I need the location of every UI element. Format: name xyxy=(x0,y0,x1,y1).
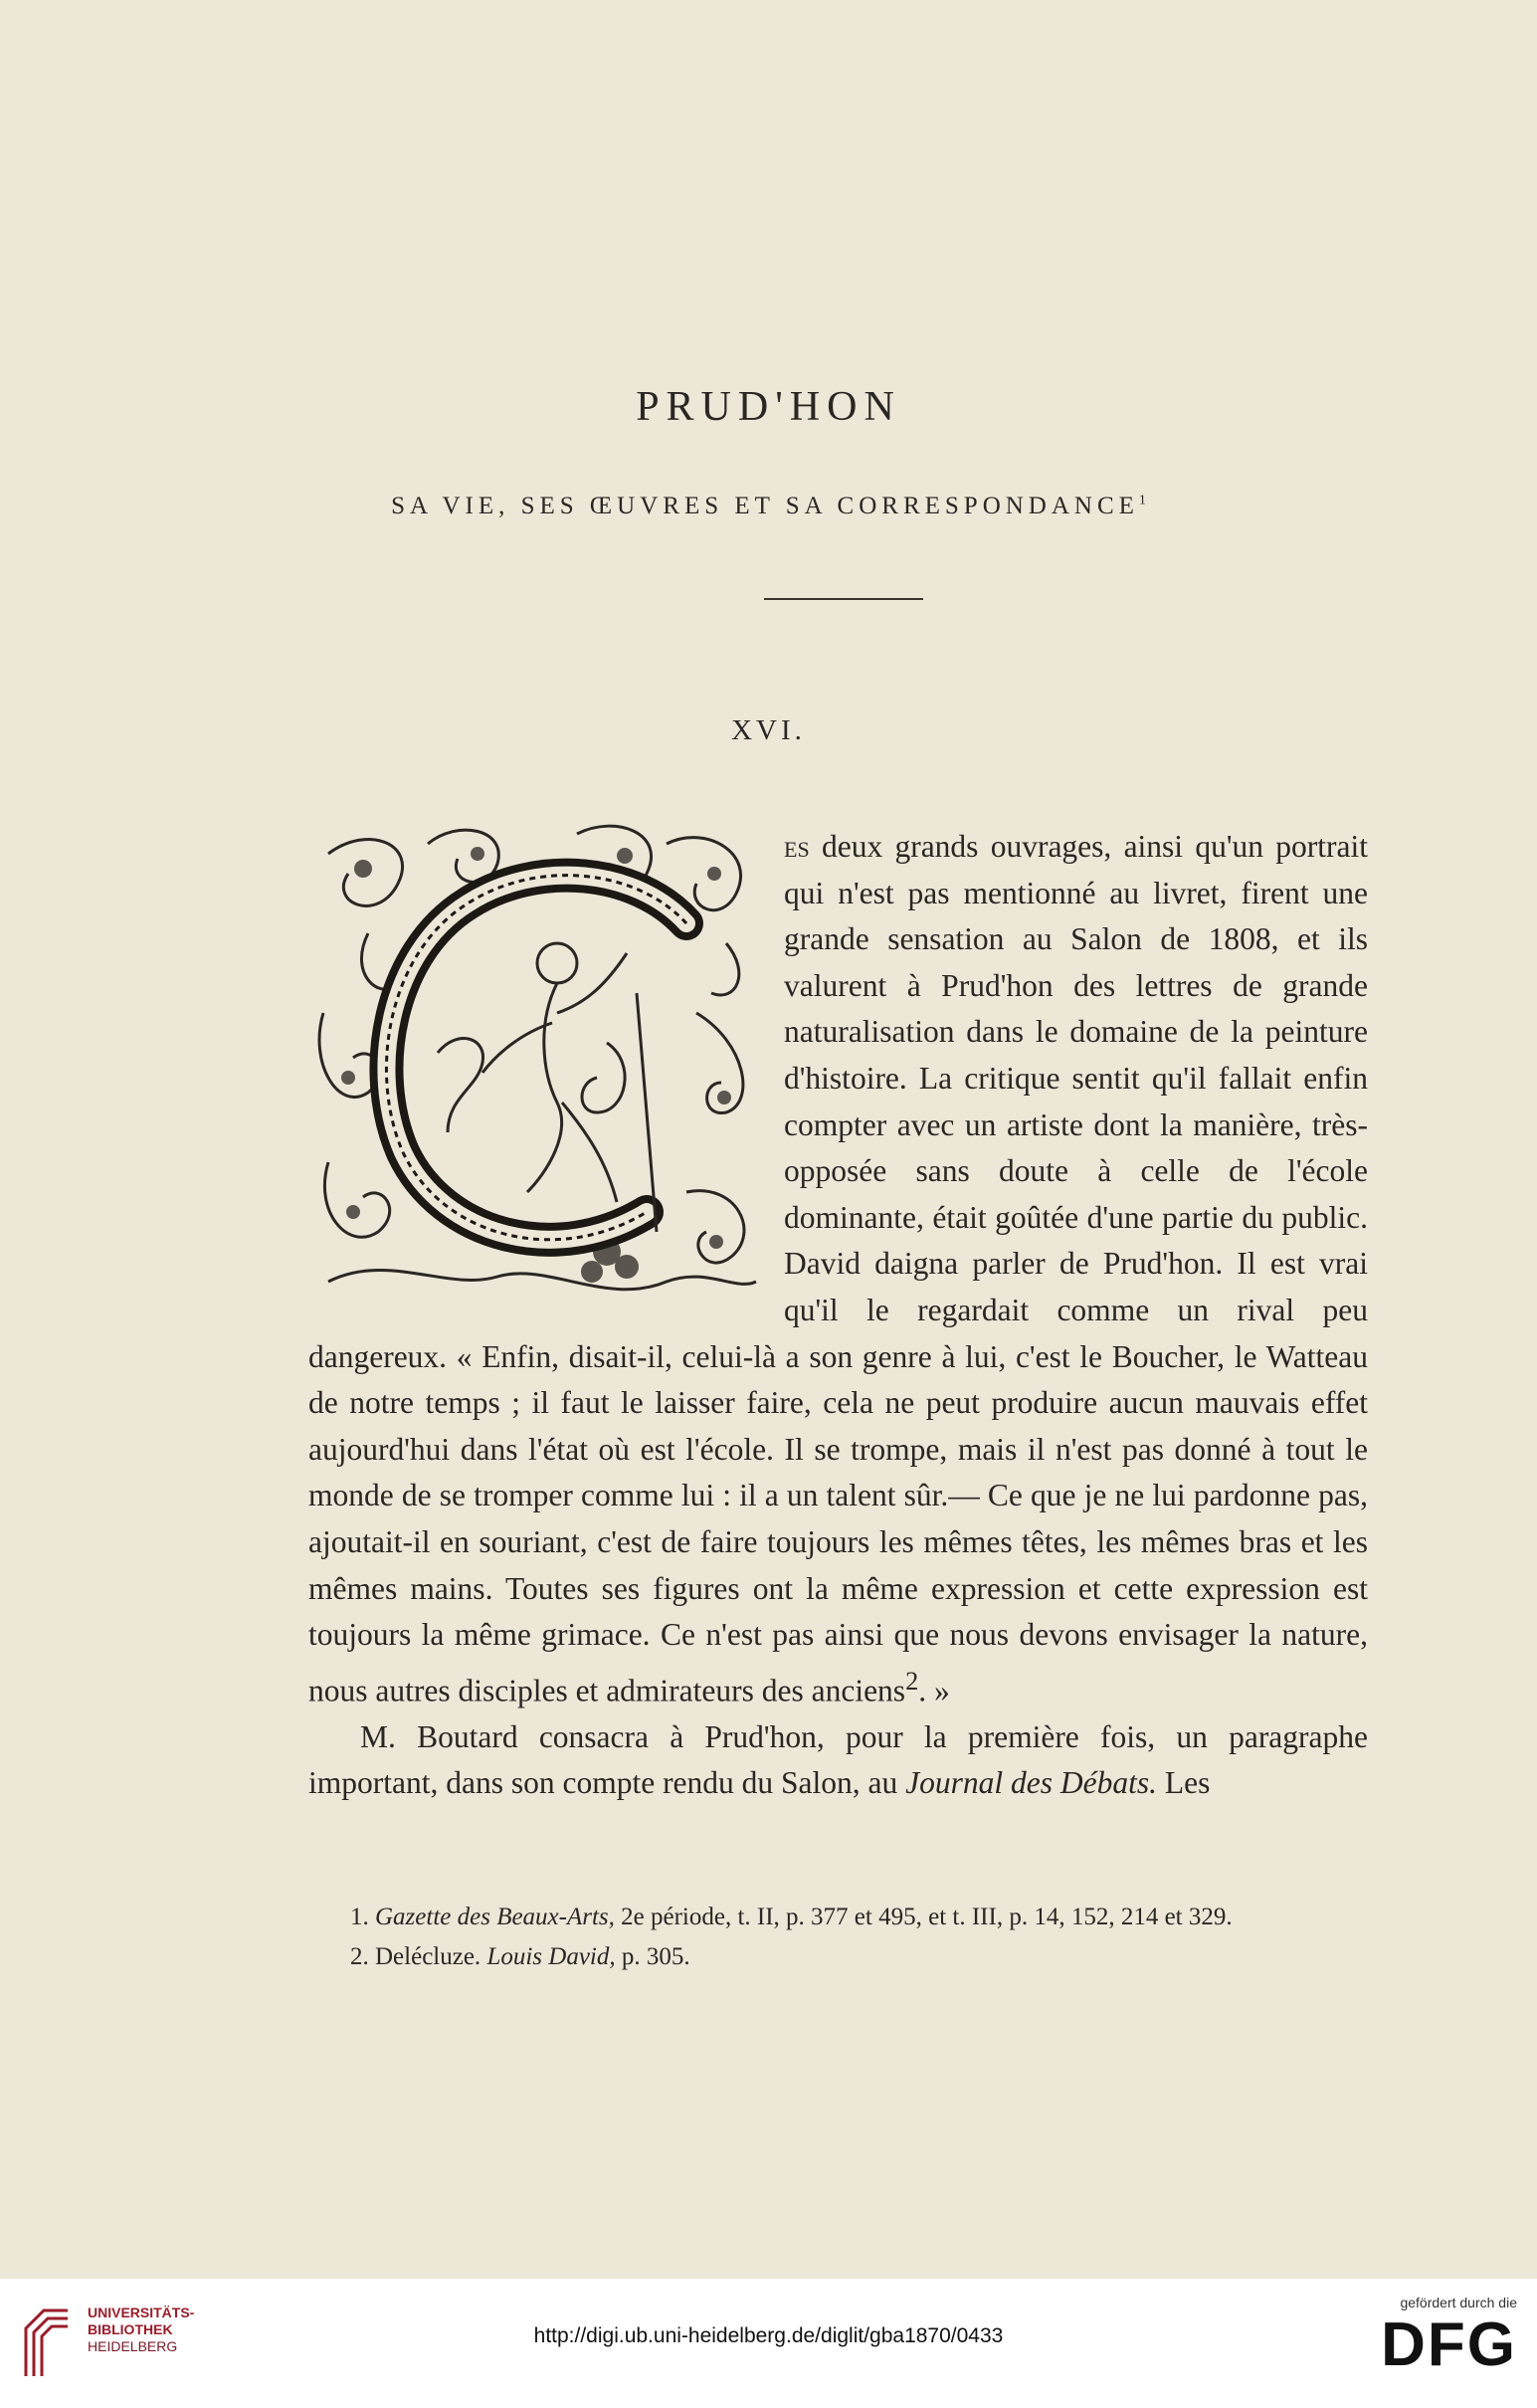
article-title: PRUD'HON xyxy=(636,384,901,430)
library-name-line-1: UNIVERSITÄTS- xyxy=(88,2305,195,2320)
footnote-2-end: p. 305. xyxy=(615,1943,690,1970)
dropcap-spacer xyxy=(308,824,784,1326)
footnote-2-source: Louis David, xyxy=(486,1943,616,1970)
library-name-line-2: BIBLIOTHEK xyxy=(88,2321,173,2337)
paragraph-2-text: M. Boutard consacra à Prud'hon, pour la première fois, un paragraphe important, dans son compte rendu du Salon, au xyxy=(308,1718,1368,1801)
footnote-1-text: 2e période, t. II, p. 377 et 495, et t. III, p. 14, 152, 214 et 329. xyxy=(614,1904,1233,1930)
permalink-url[interactable]: http://digi.ub.uni-heidelberg.de/diglit/gba1870/0433 xyxy=(533,2324,1004,2347)
library-name-line-3: HEIDELBERG xyxy=(88,2338,178,2354)
funding-label: gefördert durch die xyxy=(1400,2295,1517,2310)
paragraph-1-text: deux grands ouvrages, ainsi qu'un portrait qui n'est pas mentionné au livret, firent une grande sensation au Salon de 1808, et ils valurent à Prud'hon des lettres de grande naturalisation dans le domaine de la peinture d'histoire. La critique sentit qu'il fallait enfin compter avec un artiste dont la manière, très-opposée sans doute à celle de l'école dominante, était goûtée d'une partie du public. David daigna parler de Prud'hon. Il est vrai qu'il le regardait comme un rival peu dangereux. « Enfin, disait-il, celui-là a son genre à lui, c'est le Boucher, le Watteau de notre temps ; il faut le laisser faire, cela ne peut produire aucun mauvais effet aujourd'hui dans l'état où est l'école. Il se trompe, mais il n'est pas donné à tout le monde de se tromper comme lui : il a un talent sûr.— Ce que je ne lui pardonne pas, ajoutait-il en souriant, c'est de faire toujours les mêmes têtes, les mêmes bras et les mêmes mains. Toutes ses figures ont la même expression et cette expression est toujours la même grimace. Ce n'est pas ainsi que nous devons envisager la nature, nous autres disciples et admirateurs des anciens xyxy=(308,829,1368,1708)
footnote-1 xyxy=(308,1898,1368,1937)
footnote-2-number: 2. xyxy=(350,1943,369,1970)
journal-title: Journal des Débats. xyxy=(905,1765,1158,1801)
funding-credit xyxy=(1318,2295,1517,2379)
article-subtitle xyxy=(0,493,1537,520)
paragraph-2-end: Les xyxy=(1157,1765,1211,1801)
section-number: XVI. xyxy=(731,714,806,746)
section-divider xyxy=(764,598,923,600)
paragraph-1-opening: es xyxy=(784,829,810,864)
paragraph-1-close: . » xyxy=(918,1673,950,1708)
subtitle-text: SA VIE, SES ŒUVRES ET SA CORRESPONDANCE xyxy=(391,493,1139,519)
footnote-1-source: Gazette des Beaux-Arts, xyxy=(375,1904,615,1930)
main-text xyxy=(308,824,1368,1807)
footnote-ref-2: 2 xyxy=(905,1666,919,1696)
footnote-1-number: 1. xyxy=(350,1904,369,1930)
paragraph-2 xyxy=(308,1714,1368,1807)
dfg-logo: DFG xyxy=(1381,2310,1517,2379)
footnote-2-text: Delécluze. xyxy=(368,1943,487,1970)
subtitle-footnote-ref: 1 xyxy=(1138,493,1146,508)
footnote-2 xyxy=(308,1937,1368,1977)
footnotes xyxy=(308,1898,1368,1977)
